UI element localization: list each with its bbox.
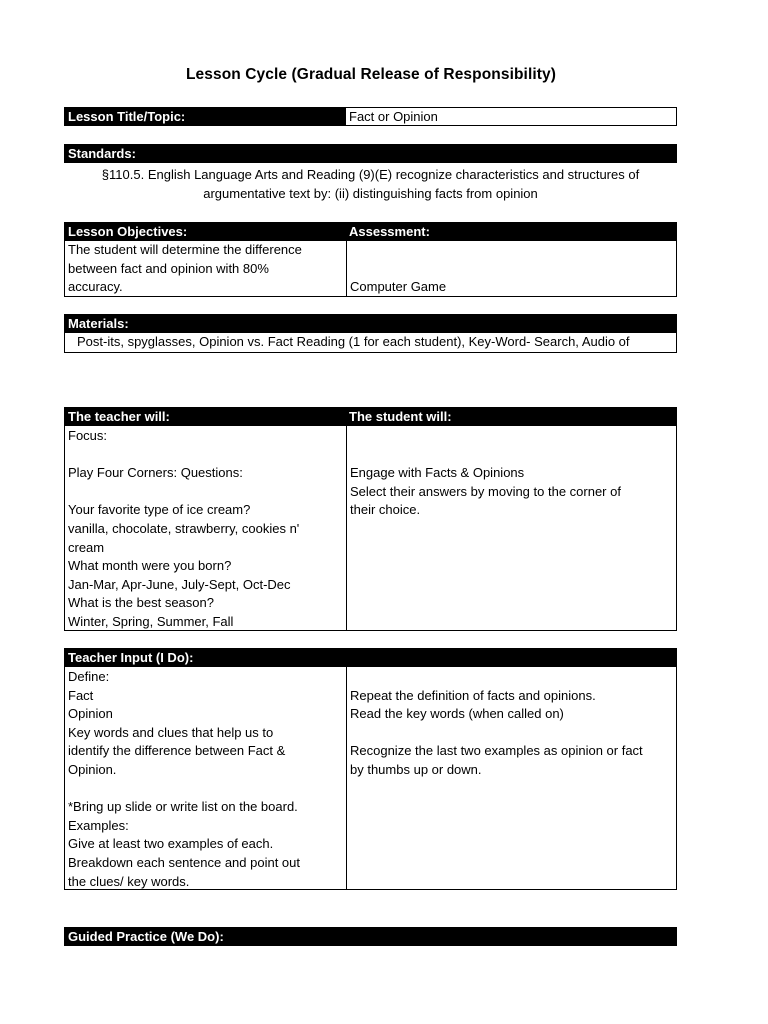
teacher-input-student-line (350, 724, 643, 743)
focus-teacher-line (68, 483, 299, 502)
teacher-input-line: *Bring up slide or write list on the board. (68, 799, 298, 815)
teacher-will-label: The teacher will: (68, 409, 170, 424)
standards-text-line-2: argumentative text by: (ii) distinguishing facts from opinion (203, 186, 538, 201)
objectives-text (65, 241, 302, 297)
materials-label: Materials: (68, 316, 129, 331)
focus-teacher-line: cream (68, 539, 105, 555)
objectives-line: between fact and opinion with 80% (68, 260, 269, 276)
teacher-input-line: Breakdown each sentence and point out (68, 854, 301, 870)
objectives-line: accuracy. (68, 279, 123, 295)
focus-student-line (350, 446, 621, 465)
focus-teacher-line: Jan-Mar, Apr-June, July-Sept, Oct-Dec (68, 576, 291, 592)
teacher-input-student-text (347, 668, 643, 780)
standards-header (64, 144, 677, 163)
focus-teacher-line: What is the best season? (68, 595, 214, 611)
lesson-title-value-box (345, 107, 677, 126)
standards-text-line-1: §110.5. English Language Arts and Reading (9)(E) recognize characteristics and structures of (101, 167, 640, 182)
guided-practice-header (64, 927, 677, 946)
teacher-input-teacher-text (65, 668, 300, 891)
focus-student-line: their choice. (350, 502, 421, 518)
teacher-input-student-line: Read the key words (when called on) (350, 706, 564, 722)
focus-header (64, 407, 677, 426)
focus-teacher-text (65, 427, 299, 632)
focus-body (64, 425, 677, 631)
teacher-input-student-line (350, 668, 643, 687)
focus-student-text (347, 427, 621, 520)
focus-teacher-line: Play Four Corners: Questions: (68, 465, 243, 481)
lesson-title-label: Lesson Title/Topic: (68, 109, 186, 124)
teacher-input-header (64, 648, 677, 667)
focus-teacher-line (68, 446, 299, 465)
teacher-input-line: Opinion. (68, 761, 117, 777)
objectives-label: Lesson Objectives: (68, 224, 188, 239)
student-will-label: The student will: (349, 409, 452, 424)
focus-teacher-line: Your favorite type of ice cream? (68, 502, 251, 518)
focus-teacher-line: Winter, Spring, Summer, Fall (68, 613, 234, 629)
standards-label: Standards: (68, 146, 136, 161)
teacher-input-line: Define: (68, 669, 110, 684)
assessment-value: Computer Game (350, 279, 447, 294)
objectives-body (64, 240, 677, 297)
materials-body (64, 332, 677, 353)
teacher-input-line (68, 780, 300, 799)
teacher-input-line: Give at least two examples of each. (68, 836, 274, 852)
materials-text: Post-its, spyglasses, Opinion vs. Fact Reading (1 for each student), Key-Word- Search, Audio of (77, 334, 630, 349)
materials-header (64, 314, 677, 333)
teacher-input-line: Key words and clues that help us to (68, 724, 274, 740)
lesson-title-value: Fact or Opinion (349, 109, 438, 124)
focus-teacher-line: Focus: (68, 428, 108, 443)
teacher-input-line: Examples: (68, 817, 129, 833)
objectives-header (64, 222, 677, 241)
teacher-input-line: Opinion (68, 706, 113, 722)
document-title: Lesson Cycle (Gradual Release of Responsibility) (185, 66, 557, 83)
teacher-input-student-line: by thumbs up or down. (350, 761, 482, 777)
focus-student-line: Engage with Facts & Opinions (350, 465, 525, 481)
assessment-label: Assessment: (349, 224, 430, 239)
teacher-input-line: the clues/ key words. (68, 873, 190, 889)
teacher-input-line: Fact (68, 687, 94, 703)
objectives-line: The student will determine the difference (68, 242, 302, 257)
teacher-input-line: identify the difference between Fact & (68, 743, 286, 759)
focus-student-line (350, 427, 621, 446)
focus-student-line: Select their answers by moving to the corner of (350, 483, 621, 499)
teacher-input-student-line: Repeat the definition of facts and opinions. (350, 687, 596, 703)
teacher-input-body (64, 666, 677, 890)
focus-teacher-line: vanilla, chocolate, strawberry, cookies n' (68, 520, 300, 536)
lesson-title-row (64, 107, 346, 126)
focus-teacher-line: What month were you born? (68, 558, 232, 574)
teacher-input-label: Teacher Input (I Do): (68, 650, 194, 665)
teacher-input-student-line: Recognize the last two examples as opinion or fact (350, 743, 643, 759)
guided-practice-label: Guided Practice (We Do): (68, 929, 224, 944)
